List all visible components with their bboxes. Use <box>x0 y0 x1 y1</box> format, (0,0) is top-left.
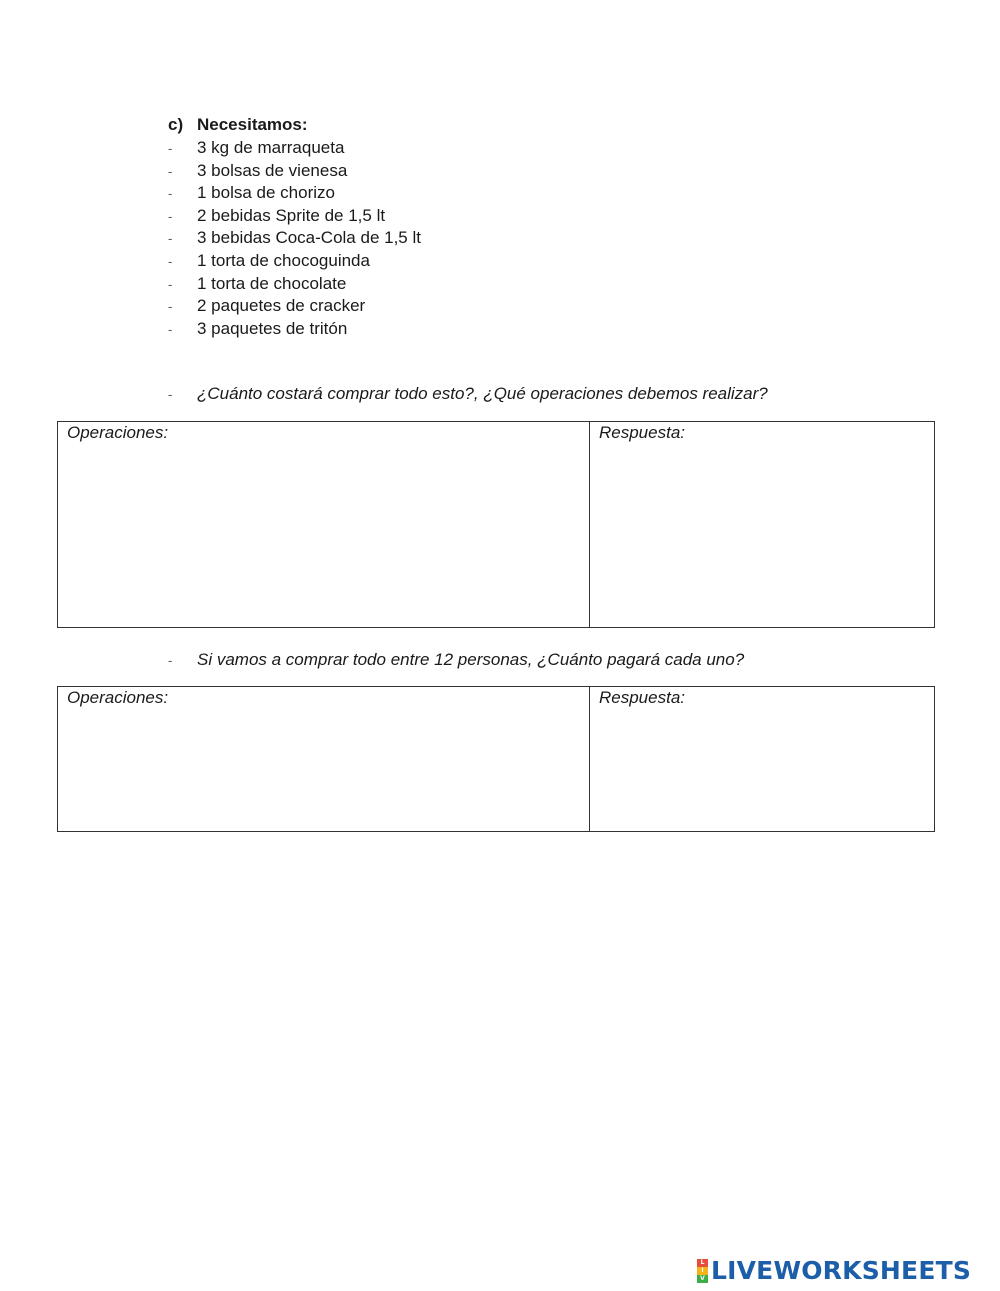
logo-block: V <box>697 1275 708 1283</box>
answer-box-2 <box>57 686 935 832</box>
answer-box-1 <box>57 421 935 628</box>
answer-label: Respuesta: <box>599 688 685 707</box>
list-item <box>168 318 421 341</box>
list-item-text: 3 bebidas Coca-Cola de 1,5 lt <box>197 228 421 248</box>
list-item <box>168 182 421 205</box>
bullet-dash: - <box>168 208 173 224</box>
answer-area[interactable] <box>590 422 934 627</box>
logo-block: L <box>697 1259 708 1267</box>
operations-area[interactable] <box>58 422 590 627</box>
list-item <box>168 137 421 160</box>
bullet-dash: - <box>168 299 173 315</box>
list-item-text: 2 paquetes de cracker <box>197 296 366 316</box>
list-item-text: 3 paquetes de tritón <box>197 318 348 338</box>
section-title: Necesitamos: <box>197 115 308 134</box>
operations-label: Operaciones: <box>67 688 169 707</box>
list-item <box>168 273 421 296</box>
question-text: ¿Cuánto costará comprar todo esto?, ¿Qué operaciones debemos realizar? <box>197 384 768 403</box>
bullet-dash: - <box>168 141 173 156</box>
list-item <box>168 227 421 250</box>
answer-area[interactable] <box>590 687 934 831</box>
list-item <box>168 295 421 318</box>
logo-block: I <box>697 1267 708 1275</box>
logo-blocks-icon <box>697 1259 708 1283</box>
bullet-dash: - <box>168 163 173 179</box>
question-text: Si vamos a comprar todo entre 12 personas, ¿Cuánto pagará cada uno? <box>197 650 745 669</box>
operations-area[interactable] <box>58 687 590 831</box>
list-item <box>168 205 421 228</box>
list-item-text: 1 bolsa de chorizo <box>197 183 335 203</box>
section-marker: c) <box>168 115 184 134</box>
bullet-dash: - <box>168 186 173 202</box>
list-item-text: 3 kg de marraqueta <box>197 138 345 157</box>
liveworksheets-logo <box>697 1256 971 1285</box>
bullet-dash: - <box>168 653 173 668</box>
answer-label: Respuesta: <box>599 423 685 442</box>
bullet-dash: - <box>168 387 173 402</box>
bullet-dash: - <box>168 253 173 269</box>
list-item <box>168 160 421 183</box>
bullet-dash: - <box>168 321 173 337</box>
operations-label: Operaciones: <box>67 423 169 442</box>
bullet-dash: - <box>168 231 173 247</box>
shopping-list <box>168 137 421 340</box>
list-item-text: 2 bebidas Sprite de 1,5 lt <box>197 205 386 225</box>
question-2 <box>168 650 744 670</box>
list-item-text: 3 bolsas de vienesa <box>197 160 348 180</box>
bullet-dash: - <box>168 276 173 292</box>
logo-text: LIVEWORKSHEETS <box>711 1256 972 1285</box>
list-item-text: 1 torta de chocoguinda <box>197 250 370 270</box>
section-heading <box>168 115 308 135</box>
list-item <box>168 250 421 273</box>
question-1 <box>168 384 768 404</box>
list-item-text: 1 torta de chocolate <box>197 273 347 293</box>
